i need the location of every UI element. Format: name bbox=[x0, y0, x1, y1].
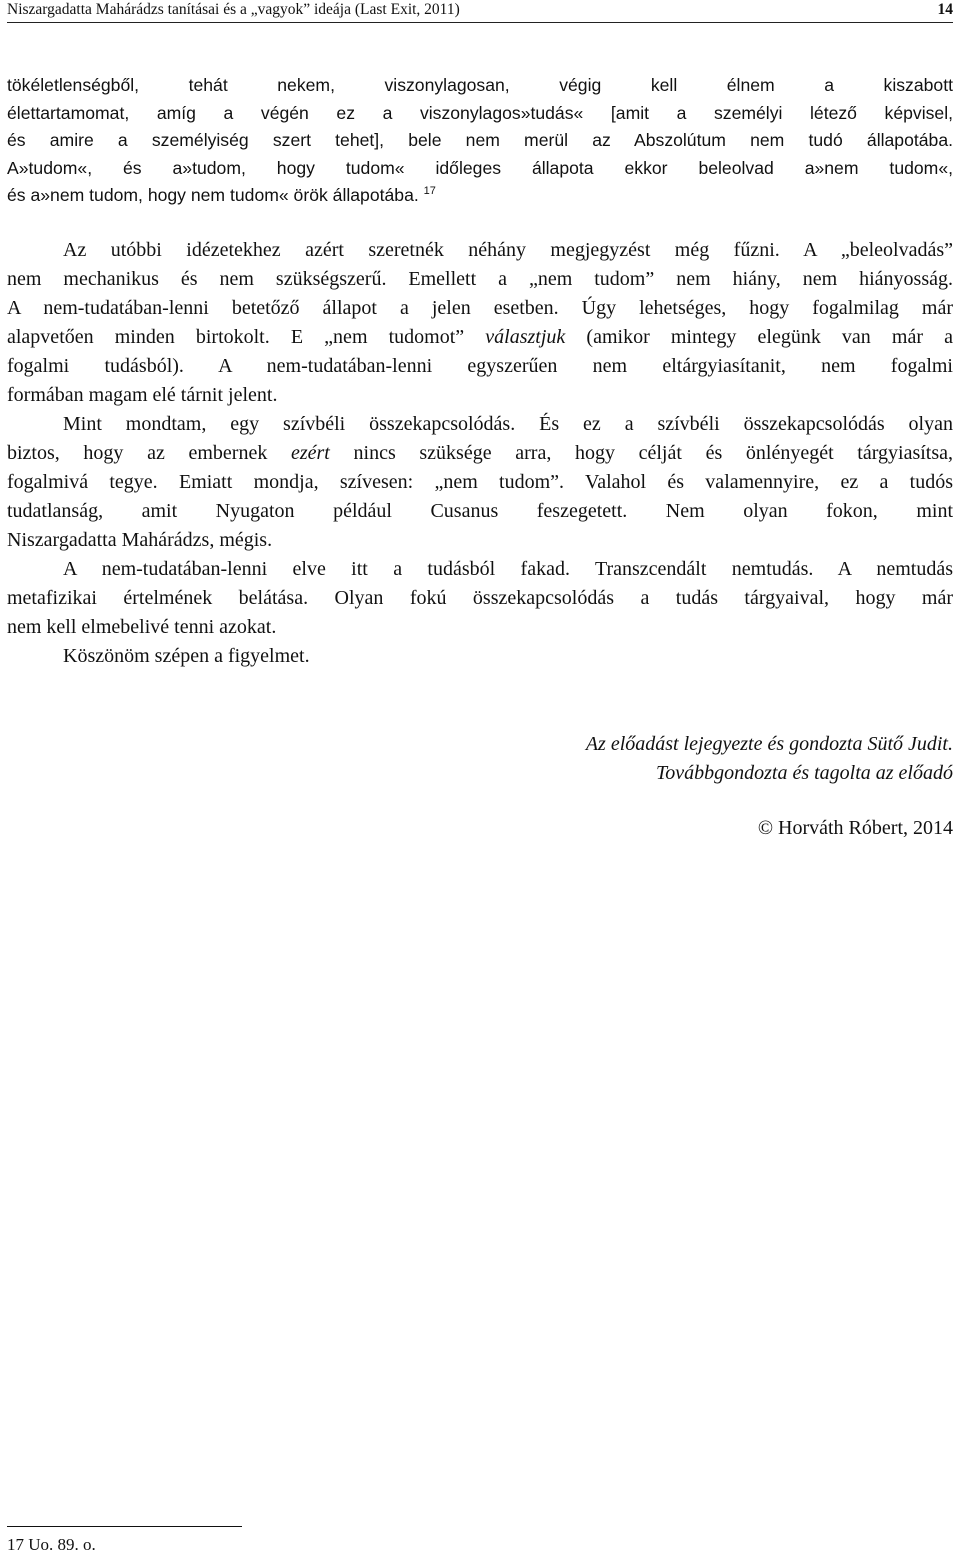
footnote-divider bbox=[7, 1526, 242, 1527]
paragraph-line: nem kell elmebelivé tenni azokat. bbox=[7, 616, 277, 638]
paragraph-line: tudatlanság, amit Nyugaton például Cusanus feszegetett. Nem olyan fokon, mint bbox=[7, 500, 953, 522]
text-span: nincs szüksége arra, hogy célját és önlényegét tárgyiasítsa, bbox=[329, 442, 953, 464]
page-header bbox=[7, 0, 953, 23]
paragraph-line bbox=[7, 323, 953, 352]
copyright-notice: © Horváth Róbert, 2014 bbox=[757, 817, 953, 839]
quote-line: és amire a személyiség szert tehet], bele nem merül az Abszolútum nem tudó állapotába. bbox=[7, 130, 953, 151]
quote-text: és a»nem tudom, hogy nem tudom« örök állapotába. bbox=[7, 185, 419, 206]
quote-line: tökéletlenségből, tehát nekem, viszonylagosan, végig kell élnem a kiszabott bbox=[7, 75, 953, 95]
paragraph-line: A nem-tudatában-lenni elve itt a tudásból fakad. Transzcendált nemtudás. A nemtudás bbox=[63, 558, 953, 580]
paragraph-line: formában magam elé tárnit jelent. bbox=[7, 384, 278, 406]
closing-line: Köszönöm szépen a figyelmet. bbox=[63, 645, 310, 667]
signature-block bbox=[586, 730, 953, 788]
quote-line: élettartamomat, amíg a végén ez a viszonylagos»tudás« [amit a személyi létező képvisel, bbox=[7, 102, 953, 123]
quote-last-line bbox=[7, 182, 953, 210]
paragraph-line: Mint mondtam, egy szívbéli összekapcsolódás. És ez a szívbéli összekapcsolódás olyan bbox=[63, 413, 953, 435]
paragraph-line: A nem-tudatában-lenni betetőző állapot a jelen esetben. Úgy lehetséges, hogy fogalmilag már bbox=[7, 297, 953, 319]
paragraph-line: nem mechanikus és nem szükségszerű. Emellett a „nem tudom” nem hiány, nem hiányosság. bbox=[7, 268, 953, 290]
header-title: Niszargadatta Mahárádzs tanításai és a „vagyok” ideája (Last Exit, 2011) bbox=[7, 1, 460, 18]
page-number: 14 bbox=[937, 1, 953, 18]
paragraph-line: fogalmi tudásból). A nem-tudatában-lenni egyszerűen nem eltárgyiasítanit, nem fogalmi bbox=[7, 355, 953, 377]
text-span: alapvetően minden birtokolt. E „nem tudomot” bbox=[7, 326, 465, 348]
paragraph-line: fogalmivá tegye. Emiatt mondja, szívesen: „nem tudom”. Valahol és valamennyire, ez a tudós bbox=[7, 471, 953, 493]
quote-block bbox=[7, 72, 953, 210]
signature-line: Továbbgondozta és tagolta az előadó bbox=[655, 762, 953, 784]
footnote-reference[interactable]: 17 bbox=[423, 185, 436, 198]
paragraph-line bbox=[7, 439, 953, 468]
text-span: (amikor mintegy elegünk van már a bbox=[565, 326, 954, 348]
signature-line: Az előadást lejegyezte és gondozta Sütő Judit. bbox=[585, 733, 953, 755]
italic-word: választjuk bbox=[485, 326, 566, 348]
paragraph-line: metafizikai értelmének belátása. Olyan fokú összekapcsolódás a tudás tárgyaival, hogy már bbox=[7, 587, 953, 609]
body-text bbox=[7, 236, 953, 671]
text-span: biztos, hogy az embernek bbox=[7, 442, 291, 464]
italic-word: ezért bbox=[290, 442, 330, 464]
footnote: 17 Uo. 89. o. bbox=[7, 1535, 96, 1554]
paragraph-line: Az utóbbi idézetekhez azért szeretnék néhány megjegyzést még fűzni. A „beleolvadás” bbox=[63, 239, 953, 261]
paragraph-line: Niszargadatta Mahárádzs, mégis. bbox=[7, 529, 273, 551]
quote-line: A»tudom«, és a»tudom, hogy tudom« időleges állapota ekkor beleolvad a»nem tudom«, bbox=[7, 157, 953, 178]
